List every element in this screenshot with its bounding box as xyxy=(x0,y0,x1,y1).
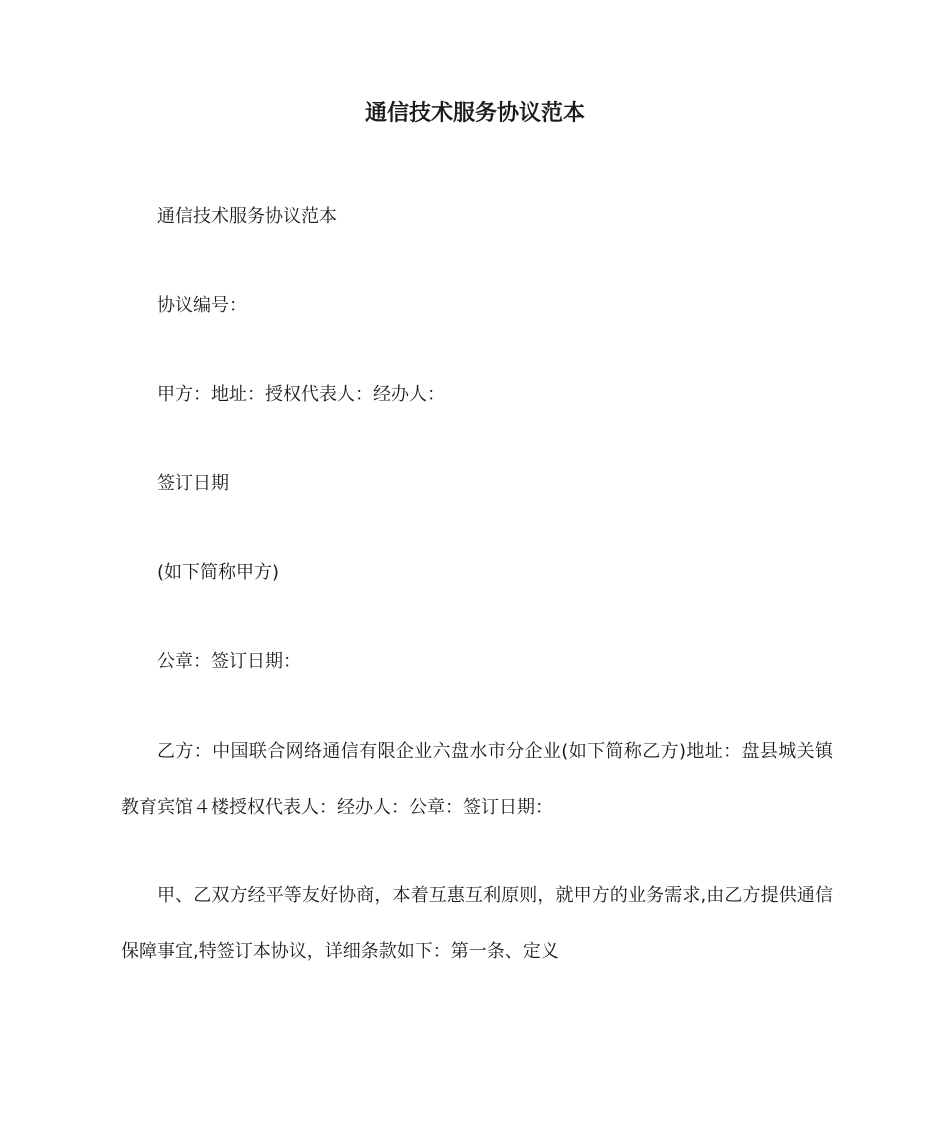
paragraph-seal-date: 公章：签订日期： xyxy=(157,651,301,672)
document-title: 通信技术服务协议范本 xyxy=(364,101,585,126)
paragraph-agreement-number: 协议编号： xyxy=(157,295,247,316)
paragraph-subtitle: 通信技术服务协议范本 xyxy=(157,206,337,227)
paragraph-preamble: 甲、乙双方经平等友好协商，本着互惠互利原则，就甲方的业务需求,由乙方提供通信保障事宜,特签订本协议，详细条款如下：第一条、定义 xyxy=(121,885,833,962)
paragraph-party-a-abbreviation: (如下简称甲方) xyxy=(157,562,280,583)
paragraph-signing-date: 签订日期 xyxy=(157,473,229,494)
paragraph-party-b: 乙方：中国联合网络通信有限企业六盘水市分企业(如下简称乙方)地址：盘县城关镇教育宾馆４楼授权代表人：经办人：公章：签订日期： xyxy=(121,741,833,818)
paragraph-party-a: 甲方：地址：授权代表人：经办人： xyxy=(157,384,445,405)
